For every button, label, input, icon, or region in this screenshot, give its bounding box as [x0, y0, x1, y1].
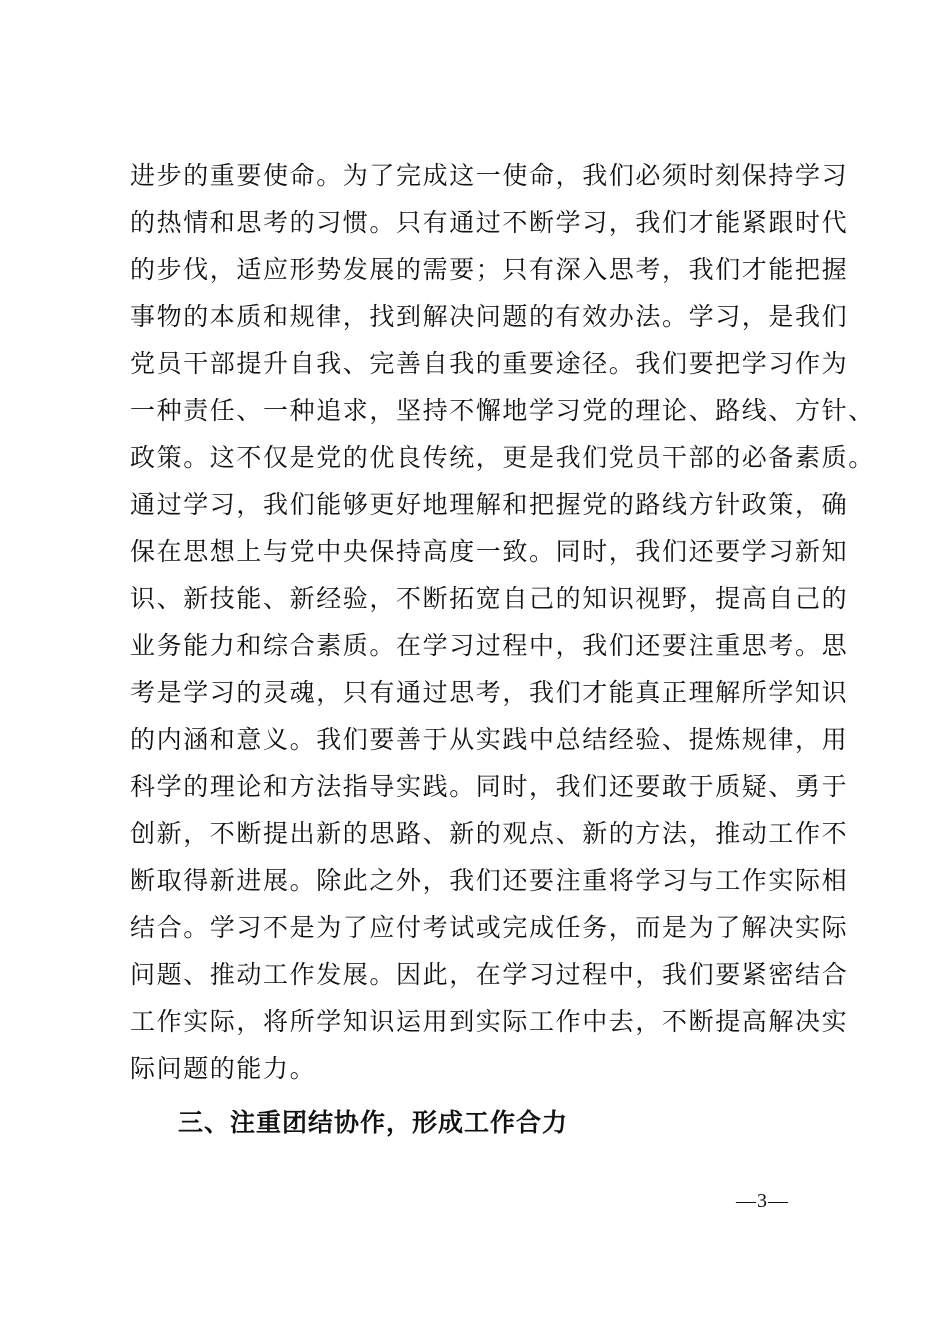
paragraph-line: 科学的理论和方法指导实践。同时，我们还要敢于质疑、勇于 [130, 772, 849, 801]
paragraph-line: 工作实际，将所学知识运用到实际工作中去，不断提高解决实 [130, 1007, 849, 1036]
paragraph-line: 际问题的能力。 [130, 1054, 317, 1083]
section-heading: 三、注重团结协作，形成工作合力 [178, 1108, 569, 1137]
paragraph-line: 党员干部提升自我、完善自我的重要途径。我们要把学习作为 [130, 349, 849, 378]
paragraph-line: 结合。学习不是为了应付考试或完成任务，而是为了解决实际 [130, 913, 849, 942]
paragraph-line: 一种责任、一种追求，坚持不懈地学习党的理论、路线、方针、 [130, 396, 875, 425]
paragraph-line: 保在思想上与党中央保持高度一致。同时，我们还要学习新知 [130, 537, 849, 566]
paragraph-line: 问题、推动工作发展。因此，在学习过程中，我们要紧密结合 [130, 960, 849, 989]
paragraph-line: 通过学习，我们能够更好地理解和把握党的路线方针政策，确 [130, 490, 849, 519]
paragraph-line: 识、新技能、新经验，不断拓宽自己的知识视野，提高自己的 [130, 584, 849, 613]
body-paragraph [130, 152, 875, 1092]
paragraph-line: 进步的重要使命。为了完成这一使命，我们必须时刻保持学习 [130, 161, 849, 190]
paragraph-line: 的热情和思考的习惯。只有通过不断学习，我们才能紧跟时代 [130, 208, 849, 237]
paragraph-line: 创新，不断提出新的思路、新的观点、新的方法，推动工作不 [130, 819, 849, 848]
paragraph-line: 断取得新进展。除此之外，我们还要注重将学习与工作实际相 [130, 866, 849, 895]
paragraph-line: 政策。这不仅是党的优良传统，更是我们党员干部的必备素质。 [130, 443, 875, 472]
paragraph-line: 事物的本质和规律，找到解决问题的有效办法。学习，是我们 [130, 302, 849, 331]
paragraph-line: 的步伐，适应形势发展的需要；只有深入思考，我们才能把握 [130, 255, 849, 284]
page-number: —3— [736, 1190, 789, 1212]
paragraph-line: 业务能力和综合素质。在学习过程中，我们还要注重思考。思 [130, 631, 849, 660]
paragraph-line: 的内涵和意义。我们要善于从实践中总结经验、提炼规律，用 [130, 725, 849, 754]
paragraph-line: 考是学习的灵魂，只有通过思考，我们才能真正理解所学知识 [130, 678, 849, 707]
